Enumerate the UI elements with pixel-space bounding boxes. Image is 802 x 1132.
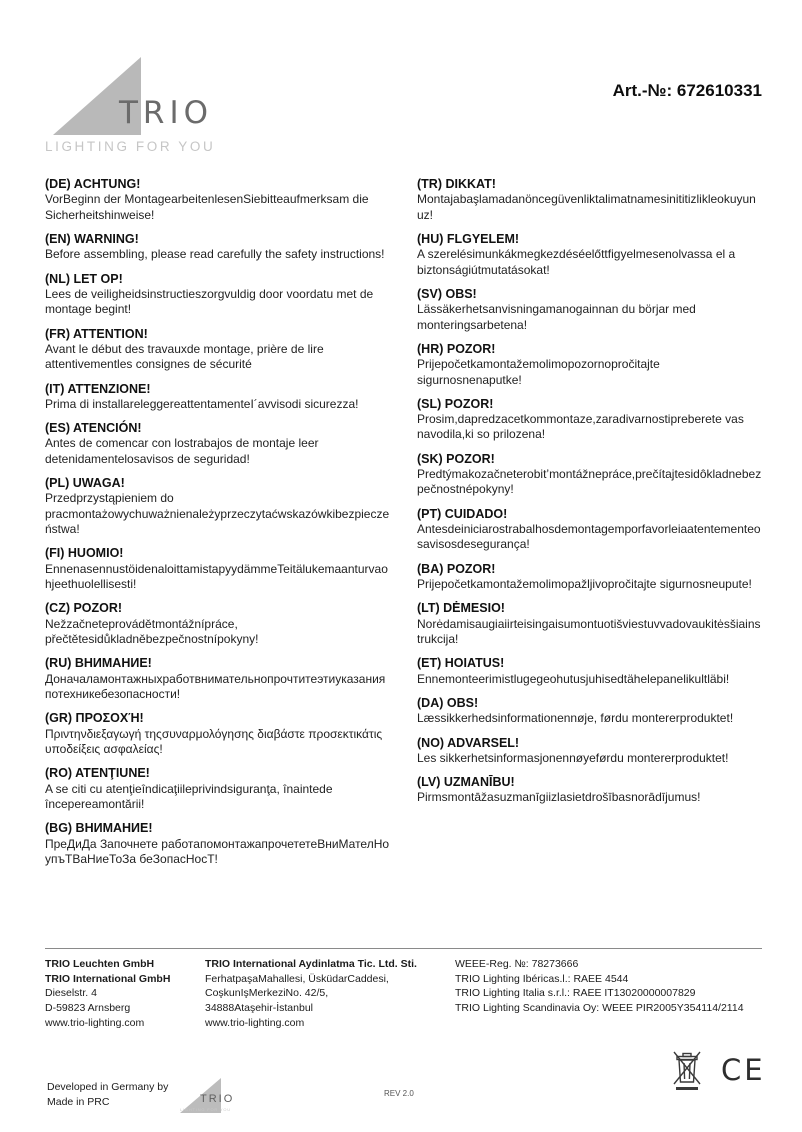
company-website: www.trio-lighting.com <box>45 1016 145 1029</box>
warnings-column-left <box>45 176 390 948</box>
weee-reg-number: WEEE-Reg. №: 78273666 <box>455 958 579 970</box>
warning-sl <box>417 396 762 443</box>
warning-text: Predtýmakozačneterobit’montážnepráce,prečítajtesidôkladnebezpečnostnépokyny! <box>417 467 762 497</box>
made-line: Made in PRC <box>47 1096 110 1109</box>
warning-bg <box>45 820 390 867</box>
raee-reg-es: TRIO Lighting Ibéricas.l.: RAEE 4544 <box>455 972 629 985</box>
warning-heading: (IT) ATTENZIONE! <box>45 381 151 396</box>
warning-heading: (SV) OBS! <box>417 286 477 301</box>
warning-text: Avant le début des travauxde montage, prière de lire attentivementles consignes de sécurité <box>45 341 324 372</box>
warning-text: A szerelésimunkákmegkezdéséelőttfigyelmesenolvassa el a biztonságiútmutatásokat! <box>417 247 736 277</box>
warning-heading: (DE) ACHTUNG! <box>45 177 141 191</box>
warning-heading: (ES) ATENCIÓN! <box>45 421 142 436</box>
warning-text: Antesdeiniciarostrabalhosdemontagemporfavorleiaatentementeosavisosdesegurança! <box>417 522 761 552</box>
warning-fi <box>45 545 390 592</box>
warning-heading: (RU) ВНИМАНИЕ! <box>45 656 152 671</box>
warning-text: Nežzačneteprovádětmontážnípráce, přečtětesidůkladněbezpečnostnípokyny! <box>45 616 259 646</box>
revision-label: REV 2.0 <box>384 1089 414 1098</box>
warning-heading: (HR) POZOR! <box>417 341 496 356</box>
trio-logo <box>45 55 220 157</box>
warning-hu <box>417 231 762 278</box>
warning-heading: (FI) HUOMIO! <box>45 546 124 561</box>
warnings-column-right <box>417 176 762 948</box>
company-street: FerhatpaşaMahallesi, ÜsküdarCaddesi, <box>205 972 389 985</box>
warning-pt <box>417 506 762 553</box>
warning-text: ПреДиДа Започнете работапомонтажапрочететеВниМателНо упъТВаНиеТоЗа беЗопасНосТ! <box>45 836 390 866</box>
footer <box>45 948 762 1030</box>
warning-text: Lässäkerhetsanvisningamanogainnan du börjar med monteringsarbetena! <box>417 302 696 332</box>
warning-tr <box>417 176 762 223</box>
warning-en <box>45 231 390 263</box>
warning-text: Ennemonteerimistlugegeohutusjuhisedtähelepanelikultläbi! <box>417 671 730 686</box>
warning-et <box>417 655 762 687</box>
weee-reg-scandinavia: TRIO Lighting Scandinavia Oy: WEEE PIR2005Y354114/2114 <box>455 1002 744 1015</box>
warning-text: Antes de comencar con lostrabajos de montaje leer detenidamentelosavisos de seguridad! <box>45 436 319 466</box>
warning-text: Доначаламонтажныхработвнимательнопрочтитеэтиуказанияпотехникебезопасности! <box>45 671 386 701</box>
trio-logo-small-text: TRIO <box>200 1093 235 1105</box>
company-name: TRIO Leuchten GmbH <box>45 958 155 970</box>
warning-text: Læssikkerhedsinformationennøje, førdu montererproduktet! <box>417 711 734 726</box>
company-city: D-59823 Arnsberg <box>45 1002 131 1015</box>
warning-ro <box>45 765 390 812</box>
warning-text: VorBeginn der MontagearbeitenlesenSiebitteaufmerksam die Sicherheitshinweise! <box>45 192 369 222</box>
warning-heading: (TR) DIKKAT! <box>417 177 496 191</box>
warning-heading: (NL) LET OP! <box>45 271 123 286</box>
warning-lv <box>417 774 762 806</box>
warning-no <box>417 735 762 767</box>
warning-heading: (SK) POZOR! <box>417 451 495 466</box>
trio-logo-small <box>178 1073 248 1132</box>
warning-heading: (DA) OBS! <box>417 695 479 710</box>
trio-logo-small-tagline: LIGHTING FOR YOU <box>180 1107 231 1112</box>
warning-text: A se citi cu atenţieîndicaţiileprivindsiguranţa, înaintede începereamontării! <box>45 781 333 811</box>
warning-text: Prima di installareleggereattentamenteI´avvisodi sicurezza! <box>45 396 359 411</box>
warning-text: Prosim,dapredzacetkommontaze,zaradivarnostipreberete vas navodila,ki so prilozena! <box>417 412 744 442</box>
header <box>45 55 762 157</box>
footer-company-tr <box>205 957 455 1030</box>
developed-line: Developed in Germany by <box>47 1081 169 1093</box>
warning-lt <box>417 600 762 647</box>
warning-heading: (BA) POZOR! <box>417 561 496 576</box>
warning-text: Lees de veiligheidsinstructieszorgvuldig door voordatu met de montage begint! <box>45 286 374 317</box>
weee-crossed-bin-icon <box>672 1051 702 1093</box>
trio-logo-tagline: LIGHTING FOR YOU <box>45 139 216 154</box>
warning-heading: (LT) DĖMESIO! <box>417 601 505 616</box>
trio-logo-text: TRIO <box>119 95 214 131</box>
warning-heading: (GR) ΠΡΟΣΟΧΉ! <box>45 711 144 726</box>
company-website: www.trio-lighting.com <box>205 1016 305 1029</box>
company-name: TRIO International Aydinlatma Tic. Ltd. Sti. <box>205 958 417 970</box>
company-street: Dieselstr. 4 <box>45 987 97 1000</box>
warning-de <box>45 176 390 223</box>
warning-heading: (NO) ADVARSEL! <box>417 735 520 750</box>
warning-ba <box>417 561 762 593</box>
warning-text: Before assembling, please read carefully the safety instructions! <box>45 247 385 262</box>
warning-text: EnnenasennustöidenaloittamistapyydämmeTeitälukemaanturvaohjeethuolellisesti! <box>45 561 388 592</box>
made-in-note <box>47 1080 168 1110</box>
warning-es <box>45 420 390 467</box>
warning-heading: (EN) WARNING! <box>45 231 139 246</box>
warning-text: Les sikkerhetsinformasjonennøyeførdu montererproduktet! <box>417 750 729 765</box>
warning-text: Norėdamisaugiaiirteisingaisumontuotišviestuvvadovaukitėsšiainstrukcija! <box>417 616 761 646</box>
ce-mark: CE <box>721 1053 766 1087</box>
warning-heading: (ET) HOIATUS! <box>417 656 505 671</box>
warning-heading: (PT) CUIDADO! <box>417 506 508 521</box>
warning-hr <box>417 341 762 388</box>
warning-heading: (PL) UWAGA! <box>45 476 125 491</box>
warning-heading: (RO) ATENŢIUNE! <box>45 766 150 781</box>
warning-cz <box>45 600 390 647</box>
company-street: CoşkunIşMerkeziNo. 42/5, <box>205 987 329 1000</box>
warning-text: Montajabaşlamadanöncegüvenliktalimatnamesinititizlikleokuyunuz! <box>417 192 756 222</box>
warning-heading: (CZ) POZOR! <box>45 601 123 616</box>
warning-pl <box>45 475 390 537</box>
warning-nl <box>45 271 390 318</box>
warning-heading: (LV) UZMANĪBU! <box>417 775 515 790</box>
warning-gr <box>45 710 390 757</box>
warning-da <box>417 695 762 727</box>
article-number: Art.-№: 672610331 <box>612 81 762 100</box>
warning-ru <box>45 655 390 702</box>
warning-text: Pirmsmontāžasuzmanīgiizlasietdrošībasnorādījumus! <box>417 790 701 805</box>
warning-heading: (HU) FLGYELEM! <box>417 231 520 246</box>
company-city: 34888Ataşehir-İstanbul <box>205 1002 313 1015</box>
warning-text: Πριντηνδιεξαγωγή τηςσυναρμολόγησης διαβάστε προσεκτικάτις υποδείξεις ασφαλείας! <box>45 726 383 756</box>
raee-reg-it: TRIO Lighting Italia s.r.l.: RAEE IT13020000007829 <box>455 987 696 1000</box>
warnings-columns <box>45 176 762 948</box>
company-name: TRIO International GmbH <box>45 972 171 985</box>
warning-heading: (SL) POZOR! <box>417 396 494 411</box>
footer-registrations <box>455 957 762 1030</box>
warning-text: Prijepočetkamontažemolimopozornopročitajte sigurnosnenaputke! <box>417 357 660 387</box>
warning-text: Prijepočetkamontažemolimopažljivopročitajte sigurnosneupute! <box>417 577 752 592</box>
warning-sv <box>417 286 762 333</box>
warning-text: Przedprzystąpieniem do pracmontażowychuważnienależyprzeczytaćwskazówkibezpieczeństwa! <box>45 491 390 537</box>
warning-fr <box>45 326 390 373</box>
warning-heading: (BG) ВНИМАНИЕ! <box>45 821 153 836</box>
warning-heading: (FR) ATTENTION! <box>45 326 148 341</box>
warning-sk <box>417 451 762 498</box>
footer-company-de <box>45 957 205 1030</box>
warning-it <box>45 381 390 413</box>
